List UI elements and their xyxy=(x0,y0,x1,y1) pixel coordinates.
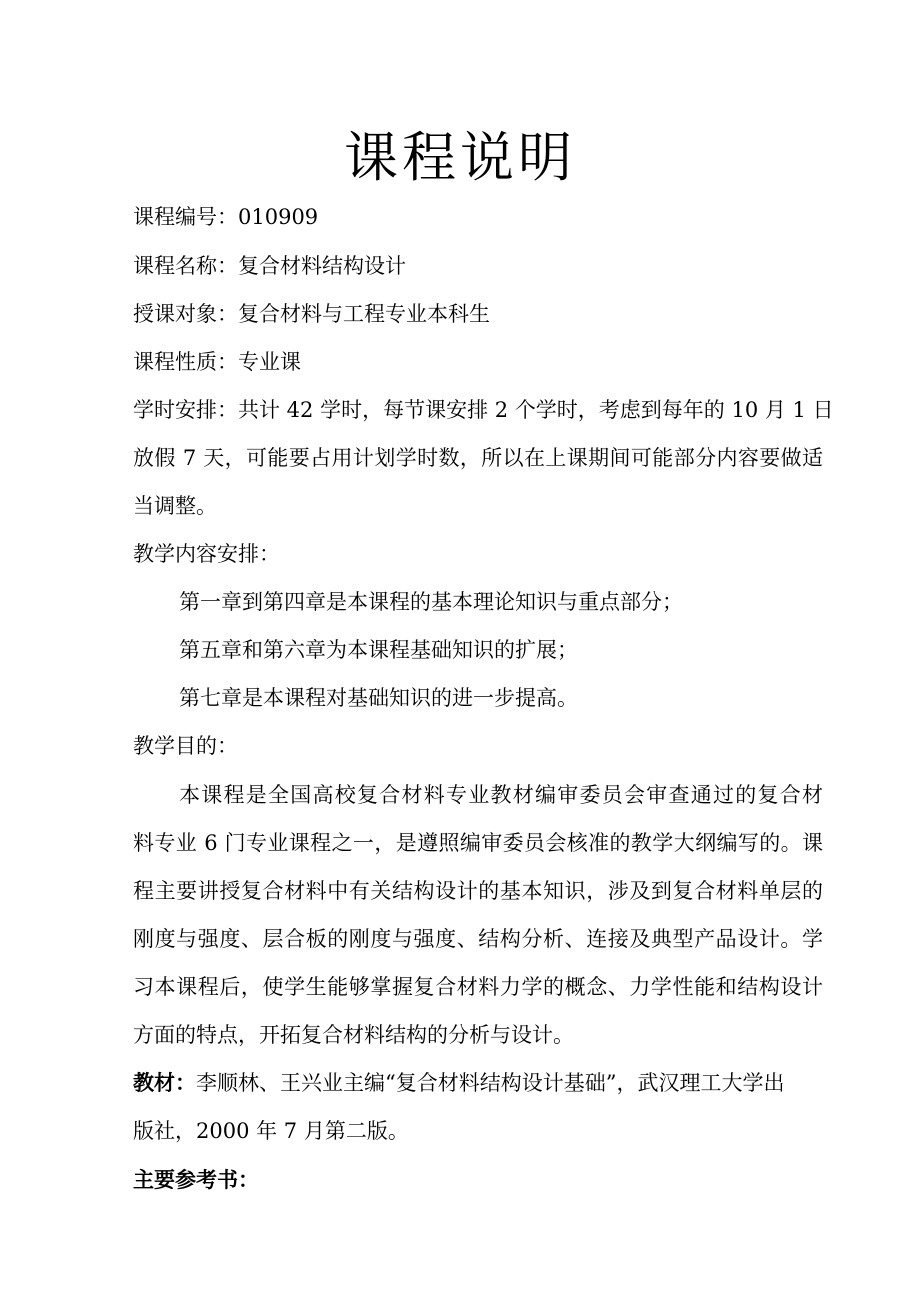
content-item: 第七章是本课程对基础知识的进一步提高。 xyxy=(179,686,578,710)
textbook-label: 教材： xyxy=(133,1070,196,1095)
content-arrangement-heading: 教学内容安排： xyxy=(133,542,280,566)
nature-label: 课程性质： xyxy=(133,350,238,374)
objective-line: 料专业 6 门专业课程之一，是遵照编审委员会核准的教学大纲编写的。课 xyxy=(133,831,823,855)
nature-line xyxy=(133,347,833,377)
textbook-line-2: 版社，2000 年 7 月第二版。 xyxy=(133,1119,409,1143)
objective-line: 刚度与强度、层合板的刚度与强度、结构分析、连接及典型产品设计。学 xyxy=(133,927,823,951)
textbook-text: 李顺林、王兴业主编“复合材料结构设计基础”，武汉理工大学出 xyxy=(196,1071,785,1095)
schedule-line-2: 放假 7 天，可能要占用计划学时数，所以在上课期间可能部分内容要做适 xyxy=(133,446,823,470)
objective-line: 习本课程后，使学生能够掌握复合材料力学的概念、力学性能和结构设计 xyxy=(133,975,823,999)
course-name-label: 课程名称： xyxy=(133,254,238,278)
objective-line: 本课程是全国高校复合材料专业教材编审委员会审查通过的复合材 xyxy=(179,783,823,807)
course-code-line xyxy=(133,202,833,232)
schedule-line-3: 当调整。 xyxy=(133,494,217,518)
content-item: 第一章到第四章是本课程的基本理论知识与重点部分； xyxy=(179,590,683,614)
audience-label: 授课对象： xyxy=(133,302,238,326)
nature-value: 专业课 xyxy=(238,350,301,374)
audience-value: 复合材料与工程专业本科生 xyxy=(238,302,490,326)
course-name-value: 复合材料结构设计 xyxy=(238,254,406,278)
references-heading: 主要参考书： xyxy=(133,1167,259,1192)
textbook-line-1 xyxy=(133,1068,823,1098)
course-name-line xyxy=(133,251,833,281)
objective-line: 方面的特点，开拓复合材料结构的分析与设计。 xyxy=(133,1023,574,1047)
content-item: 第五章和第六章为本课程基础知识的扩展； xyxy=(179,638,578,662)
schedule-line-1: 学时安排：共计 42 学时，每节课安排 2 个学时，考虑到每年的 10 月 1 日 xyxy=(133,398,834,422)
course-code-label: 课程编号： xyxy=(133,205,238,229)
page-title: 课程说明 xyxy=(344,126,576,189)
course-code-value: 010909 xyxy=(238,205,319,229)
objective-line: 程主要讲授复合材料中有关结构设计的基本知识，涉及到复合材料单层的 xyxy=(133,879,823,903)
objective-heading: 教学目的： xyxy=(133,734,238,758)
audience-line xyxy=(133,299,833,329)
